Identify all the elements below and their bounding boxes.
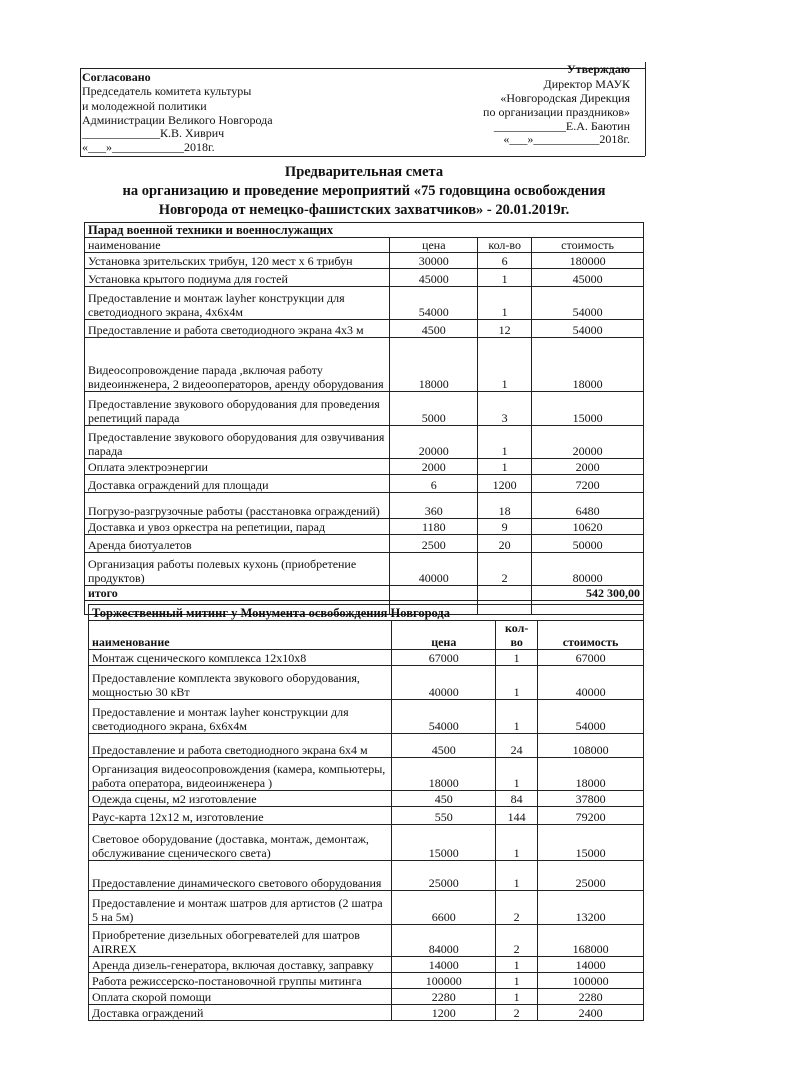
table-row [89, 925, 644, 957]
table-row [89, 1005, 644, 1021]
table-row [85, 535, 644, 553]
row-price: 40000 [392, 666, 496, 700]
row-qty: 144 [496, 807, 538, 825]
row-price: 18000 [390, 338, 478, 392]
row-cost: 20000 [532, 426, 644, 459]
table-row [89, 989, 644, 1005]
row-qty: 84 [496, 791, 538, 807]
row-cost: 18000 [532, 338, 644, 392]
row-price: 2000 [390, 459, 478, 475]
row-price: 4500 [392, 734, 496, 758]
row-name: Монтаж сценического комплекса 12х10х8 [89, 650, 392, 666]
table-row [85, 475, 644, 493]
approval-right-line-2: Директор МАУК [543, 77, 630, 91]
row-price: 2500 [390, 535, 478, 553]
table-row [85, 459, 644, 475]
row-qty: 1 [496, 758, 538, 791]
col-header-cost: стоимость [532, 238, 644, 253]
row-qty: 3 [478, 392, 532, 426]
col-header-price: цена [392, 621, 496, 650]
row-name: Оплата электроэнергии [85, 459, 390, 475]
row-cost: 168000 [538, 925, 644, 957]
row-price: 1180 [390, 519, 478, 535]
row-name: Аренда дизель-генератора, включая доставку, заправку [89, 957, 392, 973]
parade-section-title: Парад военной техники и военнослужащих [85, 223, 644, 238]
row-name: Предоставление и работа светодиодного экрана 4х3 м [85, 320, 390, 338]
row-price: 6 [390, 475, 478, 493]
table-row [85, 253, 644, 269]
row-name: Предоставление и монтаж шатров для артистов (2 шатра 5 на 5м) [89, 891, 392, 925]
row-qty: 18 [478, 493, 532, 519]
row-qty: 1 [478, 287, 532, 320]
table-row [85, 519, 644, 535]
table-row [89, 807, 644, 825]
row-qty: 1 [496, 666, 538, 700]
table-row [85, 392, 644, 426]
row-name: Предоставление комплекта звукового оборудования, мощностью 30 кВт [89, 666, 392, 700]
row-price: 2280 [392, 989, 496, 1005]
row-price: 45000 [390, 269, 478, 287]
table-row [89, 861, 644, 891]
row-qty: 6 [478, 253, 532, 269]
row-name: Установка крытого подиума для гостей [85, 269, 390, 287]
row-cost: 79200 [538, 807, 644, 825]
row-name: Раус-карта 12х12 м, изготовление [89, 807, 392, 825]
row-qty: 1 [496, 861, 538, 891]
row-qty: 12 [478, 320, 532, 338]
row-name: Аренда биотуалетов [85, 535, 390, 553]
table-row [85, 269, 644, 287]
header-left-rule [80, 68, 81, 156]
row-cost: 15000 [532, 392, 644, 426]
estimate-title-line-2: на организацию и проведение мероприятий «75 годовщина освобождения [122, 183, 606, 199]
row-name: Доставка ограждений [89, 1005, 392, 1021]
table-row [89, 734, 644, 758]
row-name: Погрузо-разгрузочные работы (расстановка ограждений) [85, 493, 390, 519]
table-row [85, 338, 644, 392]
approval-left-signature: _____________К.В. Хиврич [82, 126, 225, 140]
row-qty: 20 [478, 535, 532, 553]
col-header-name: наименование [89, 621, 392, 650]
row-price: 5000 [390, 392, 478, 426]
row-cost: 100000 [538, 973, 644, 989]
row-price: 550 [392, 807, 496, 825]
row-cost: 18000 [538, 758, 644, 791]
col-header-name: наименование [85, 238, 390, 253]
row-price: 20000 [390, 426, 478, 459]
row-name: Организация работы полевых кухонь (приобретение продуктов) [85, 553, 390, 586]
table-row [89, 825, 644, 861]
approval-right-line-4: по организации праздников» [483, 105, 630, 119]
row-qty: 2 [496, 1005, 538, 1021]
row-qty: 1 [496, 973, 538, 989]
row-name: Организация видеосопровождения (камера, компьютеры, работа оператора, видеоинженера ) [89, 758, 392, 791]
row-name: Предоставление и работа светодиодного экрана 6х4 м [89, 734, 392, 758]
row-cost: 15000 [538, 825, 644, 861]
row-price: 54000 [392, 700, 496, 734]
approval-left-line-3: и молодежной политики [82, 99, 207, 113]
row-cost: 45000 [532, 269, 644, 287]
row-cost: 6480 [532, 493, 644, 519]
table-row [89, 791, 644, 807]
row-qty: 1 [496, 825, 538, 861]
approval-right-line-3: «Новгородская Дирекция [500, 91, 630, 105]
row-name: Одежда сцены, м2 изготовление [89, 791, 392, 807]
parade-estimate-table [84, 222, 644, 615]
col-header-qty: кол-во [478, 238, 532, 253]
row-price: 14000 [392, 957, 496, 973]
row-cost: 25000 [538, 861, 644, 891]
header-bottom-rule [80, 156, 645, 157]
approval-right-line-1: Утверждаю [566, 62, 630, 76]
table-row [85, 287, 644, 320]
row-price: 40000 [390, 553, 478, 586]
row-name: Предоставление и монтаж layher конструкции для светодиодного экрана, 4х6х4м [85, 287, 390, 320]
table-row [85, 553, 644, 586]
table-row [89, 700, 644, 734]
row-cost: 2000 [532, 459, 644, 475]
row-qty: 9 [478, 519, 532, 535]
row-name: Оплата скорой помощи [89, 989, 392, 1005]
row-cost: 2400 [538, 1005, 644, 1021]
row-qty: 1200 [478, 475, 532, 493]
row-cost: 67000 [538, 650, 644, 666]
total-label: итого [85, 586, 390, 601]
row-qty: 2 [496, 925, 538, 957]
row-name: Видеосопровождение парада ,включая работу видеоинженера, 2 видеооператоров, аренду оборудования [85, 338, 390, 392]
table-row [89, 758, 644, 791]
approval-left-line-1: Согласовано [82, 70, 151, 84]
row-qty: 1 [496, 957, 538, 973]
row-cost: 54000 [532, 287, 644, 320]
table-row [89, 650, 644, 666]
row-price: 100000 [392, 973, 496, 989]
estimate-title-line-3: Новгорода от немецко-фашистских захватчиков» - 20.01.2019г. [158, 202, 570, 218]
table-row [85, 493, 644, 519]
table-row [89, 973, 644, 989]
approval-left-line-4: Администрации Великого Новгорода [82, 113, 273, 127]
row-cost: 50000 [532, 535, 644, 553]
row-cost: 180000 [532, 253, 644, 269]
row-cost: 37800 [538, 791, 644, 807]
row-name: Приобретение дизельных обогревателей для шатров AIRREX [89, 925, 392, 957]
row-cost: 80000 [532, 553, 644, 586]
approval-left-line-2: Председатель комитета культуры [82, 84, 252, 98]
table-row [85, 320, 644, 338]
row-price: 1200 [392, 1005, 496, 1021]
row-cost: 2280 [538, 989, 644, 1005]
row-qty: 1 [478, 426, 532, 459]
row-price: 25000 [392, 861, 496, 891]
row-cost: 13200 [538, 891, 644, 925]
row-name: Предоставление звукового оборудования для проведения репетиций парада [85, 392, 390, 426]
row-name: Доставка ограждений для площади [85, 475, 390, 493]
col-header-qty: кол-во [496, 621, 538, 650]
row-cost: 108000 [538, 734, 644, 758]
row-cost: 14000 [538, 957, 644, 973]
row-price: 4500 [390, 320, 478, 338]
row-qty: 1 [478, 269, 532, 287]
row-name: Световое оборудование (доставка, монтаж, демонтаж, обслуживание сценического света) [89, 825, 392, 861]
meeting-section-title: Торжественный митинг у Монумента освобождения Новгорода [89, 605, 644, 621]
row-price: 67000 [392, 650, 496, 666]
table-row [85, 426, 644, 459]
row-qty: 1 [478, 459, 532, 475]
approval-right-signature: ____________Е.А. Баютин [493, 119, 630, 133]
row-name: Установка зрительских трибун, 120 мест х 6 трибун [85, 253, 390, 269]
row-name: Предоставление динамического светового оборудования [89, 861, 392, 891]
row-qty: 1 [478, 338, 532, 392]
approval-left-date: «___»____________2018г. [82, 140, 215, 154]
row-name: Доставка и увоз оркестра на репетиции, парад [85, 519, 390, 535]
estimate-title-line-1: Предварительная смета [284, 164, 444, 180]
row-qty: 2 [478, 553, 532, 586]
row-qty: 24 [496, 734, 538, 758]
row-cost: 54000 [538, 700, 644, 734]
col-header-price: цена [390, 238, 478, 253]
row-cost: 54000 [532, 320, 644, 338]
row-cost: 40000 [538, 666, 644, 700]
table-row [89, 957, 644, 973]
row-price: 54000 [390, 287, 478, 320]
table-row [89, 891, 644, 925]
row-price: 84000 [392, 925, 496, 957]
total-value: 542 300,00 [532, 586, 644, 601]
meeting-estimate-table [88, 604, 644, 1021]
row-name: Предоставление звукового оборудования для озвучивания парада [85, 426, 390, 459]
row-qty: 1 [496, 700, 538, 734]
table-row [89, 666, 644, 700]
col-header-cost: стоимость [538, 621, 644, 650]
row-price: 360 [390, 493, 478, 519]
row-price: 30000 [390, 253, 478, 269]
row-name: Предоставление и монтаж layher конструкции для светодиодного экрана, 6х6х4м [89, 700, 392, 734]
row-price: 450 [392, 791, 496, 807]
total-row [85, 586, 644, 601]
header-top-rule [80, 68, 645, 69]
row-cost: 10620 [532, 519, 644, 535]
row-name: Работа режиссерско-постановочной группы митинга [89, 973, 392, 989]
approval-right-date: «___»___________2018г. [503, 132, 630, 146]
row-cost: 7200 [532, 475, 644, 493]
header-right-rule [645, 62, 646, 156]
row-qty: 1 [496, 650, 538, 666]
row-price: 18000 [392, 758, 496, 791]
row-price: 6600 [392, 891, 496, 925]
row-qty: 1 [496, 989, 538, 1005]
row-qty: 2 [496, 891, 538, 925]
row-price: 15000 [392, 825, 496, 861]
